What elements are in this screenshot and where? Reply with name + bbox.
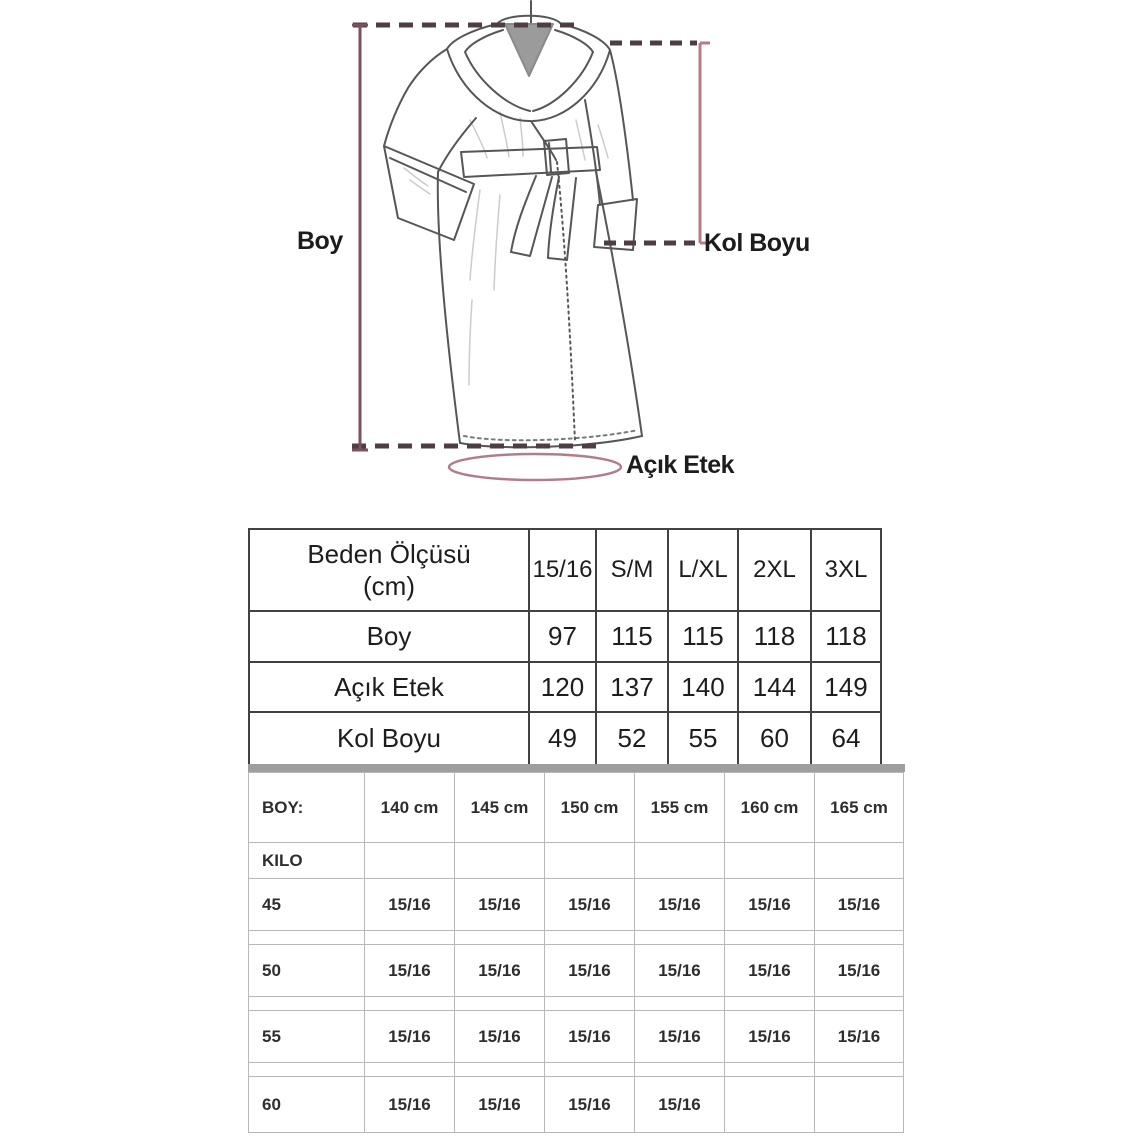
sleeve-measure-line [700,43,710,243]
empty-cell [365,997,455,1011]
table-divider-bar [248,764,905,772]
size-value-cell: 15/16 [635,945,725,997]
spacer-row [249,1063,904,1077]
value-cell: 115 [596,611,668,662]
value-cell: 115 [668,611,738,662]
empty-cell [455,997,545,1011]
empty-cell [635,843,725,879]
size-value-cell: 15/16 [635,1077,725,1133]
empty-cell [545,843,635,879]
size-table-title-line1: Beden Ölçüsü [307,538,471,569]
height-cell: 150 cm [545,773,635,843]
height-cell: 165 cm [815,773,904,843]
empty-cell [545,1063,635,1077]
height-cell: 155 cm [635,773,725,843]
size-table-header-row [249,529,881,611]
empty-cell [725,997,815,1011]
empty-cell [455,931,545,945]
size-header-cell: 15/16 [529,529,596,611]
row-label-cell: Kol Boyu [249,712,529,765]
size-value-cell [725,1077,815,1133]
table-row [249,662,881,712]
value-cell: 120 [529,662,596,712]
size-value-cell: 15/16 [815,1011,904,1063]
value-cell: 140 [668,662,738,712]
hem-label: Açık Etek [626,451,735,479]
size-header-cell: L/XL [668,529,738,611]
empty-cell [365,843,455,879]
empty-cell [815,1063,904,1077]
sleeve-label: Kol Boyu [704,229,810,257]
height-cell: 145 cm [455,773,545,843]
table-row [249,611,881,662]
size-header-cell: 2XL [738,529,811,611]
size-table-title-line2: (cm) [363,571,415,601]
size-value-cell: 15/16 [725,1011,815,1063]
empty-cell [635,997,725,1011]
robe-outline [384,1,642,447]
size-measurements-table [248,528,882,766]
robe-measurement-diagram [0,0,1140,520]
empty-cell [545,931,635,945]
value-cell: 97 [529,611,596,662]
length-label: Boy [297,227,343,255]
value-cell: 60 [738,712,811,765]
spacer-row [249,931,904,945]
table-row [249,879,904,931]
empty-cell [249,997,365,1011]
table-row [249,1011,904,1063]
size-value-cell: 15/16 [455,1077,545,1133]
table-row [249,1077,904,1133]
size-value-cell: 15/16 [815,945,904,997]
size-value-cell [815,1077,904,1133]
hem-ellipse [449,454,621,480]
empty-cell [365,931,455,945]
size-value-cell: 15/16 [455,879,545,931]
table-row [249,712,881,765]
size-header-cell: 3XL [811,529,881,611]
height-header-row [249,773,904,843]
value-cell: 137 [596,662,668,712]
size-value-cell: 15/16 [725,945,815,997]
value-cell: 118 [811,611,881,662]
sketch-wisps [404,112,608,385]
size-value-cell: 15/16 [455,945,545,997]
empty-cell [725,1063,815,1077]
weight-cell: 60 [249,1077,365,1133]
size-value-cell: 15/16 [455,1011,545,1063]
height-cell: 140 cm [365,773,455,843]
value-cell: 144 [738,662,811,712]
height-cell: 160 cm [725,773,815,843]
empty-cell [455,1063,545,1077]
empty-cell [815,931,904,945]
size-value-cell: 15/16 [545,879,635,931]
size-value-cell: 15/16 [365,1011,455,1063]
size-value-cell: 15/16 [635,879,725,931]
empty-cell [545,997,635,1011]
value-cell: 118 [738,611,811,662]
height-weight-table [248,772,904,1133]
value-cell: 52 [596,712,668,765]
empty-cell [455,843,545,879]
length-measure-line [352,25,368,450]
weight-header-row [249,843,904,879]
size-table-title-cell [249,529,529,611]
size-value-cell: 15/16 [365,945,455,997]
empty-cell [249,1063,365,1077]
table-row [249,945,904,997]
empty-cell [365,1063,455,1077]
height-label-cell: BOY: [249,773,365,843]
robe-illustration [0,0,1140,520]
size-value-cell: 15/16 [545,1077,635,1133]
size-value-cell: 15/16 [545,945,635,997]
spacer-row [249,997,904,1011]
empty-cell [249,931,365,945]
value-cell: 64 [811,712,881,765]
value-cell: 149 [811,662,881,712]
size-value-cell: 15/16 [545,1011,635,1063]
empty-cell [725,843,815,879]
size-value-cell: 15/16 [725,879,815,931]
value-cell: 55 [668,712,738,765]
weight-cell: 55 [249,1011,365,1063]
value-cell: 49 [529,712,596,765]
weight-label-cell: KILO [249,843,365,879]
size-value-cell: 15/16 [365,879,455,931]
size-value-cell: 15/16 [365,1077,455,1133]
row-label-cell: Açık Etek [249,662,529,712]
empty-cell [815,843,904,879]
weight-cell: 45 [249,879,365,931]
empty-cell [815,997,904,1011]
size-value-cell: 15/16 [815,879,904,931]
empty-cell [635,931,725,945]
row-label-cell: Boy [249,611,529,662]
sleeve-measure-dashes [604,43,697,243]
weight-cell: 50 [249,945,365,997]
empty-cell [635,1063,725,1077]
empty-cell [725,931,815,945]
size-value-cell: 15/16 [635,1011,725,1063]
size-header-cell: S/M [596,529,668,611]
